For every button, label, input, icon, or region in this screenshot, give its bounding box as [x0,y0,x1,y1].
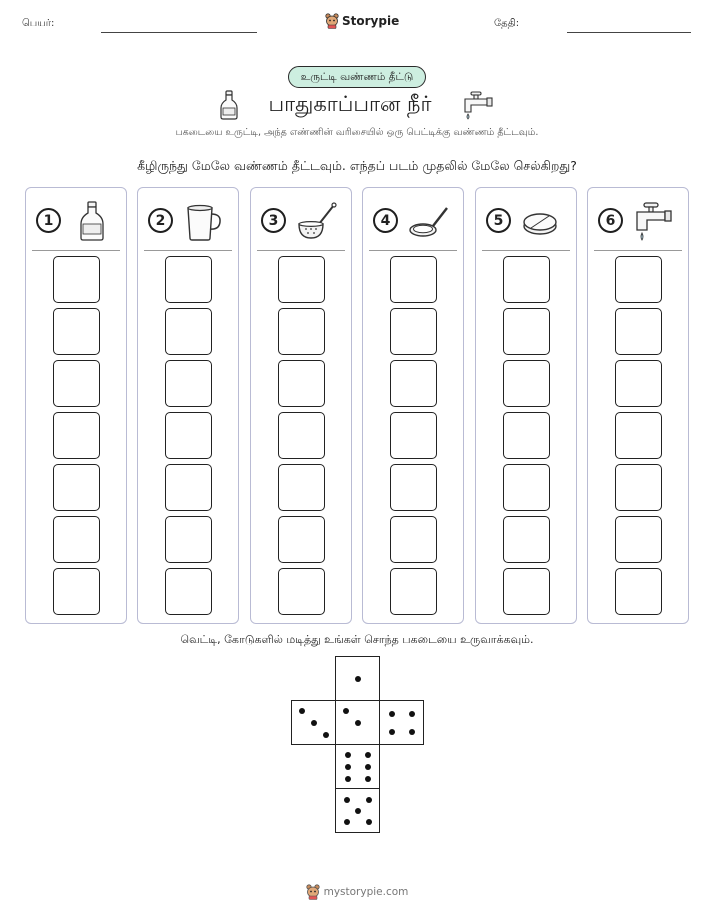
die-pip [355,676,361,682]
name-label: பெயர்: [22,18,55,29]
footer [0,884,714,900]
color-box[interactable] [503,256,550,303]
die-pip [366,797,372,803]
die-pip [365,752,371,758]
column-number: 1 [36,208,61,233]
color-box[interactable] [165,360,212,407]
faucet-icon [461,90,495,120]
color-box[interactable] [278,464,325,511]
bottle-icon [219,90,239,120]
bottle-icon [72,200,112,242]
die-pip [344,819,350,825]
color-box[interactable] [390,256,437,303]
die-pip [343,708,349,714]
die-face-2 [335,700,380,745]
die-pip [365,776,371,782]
die-face-5 [335,788,380,833]
date-line [567,32,691,33]
die-face-6 [335,744,380,789]
color-box[interactable] [503,308,550,355]
color-box[interactable] [503,516,550,563]
color-box[interactable] [615,516,662,563]
tablet-icon [522,200,562,242]
color-box[interactable] [503,464,550,511]
color-box[interactable] [165,412,212,459]
color-box[interactable] [390,516,437,563]
color-box[interactable] [53,308,100,355]
name-line [101,32,257,33]
color-box[interactable] [53,568,100,615]
color-box[interactable] [165,516,212,563]
die-pip [409,711,415,717]
color-box[interactable] [165,308,212,355]
die-pip [389,711,395,717]
color-box[interactable] [390,412,437,459]
column-header [476,198,576,242]
column-divider [32,250,120,251]
color-box[interactable] [615,412,662,459]
storypie-mascot-icon [306,884,320,900]
column-number: 6 [598,208,623,233]
die-pip [345,776,351,782]
die-pip [409,729,415,735]
die-face-1 [335,656,380,701]
column-header [588,198,688,242]
column-number: 5 [486,208,511,233]
die-pip [355,720,361,726]
color-box[interactable] [165,568,212,615]
column-divider [482,250,570,251]
die-pip [299,708,305,714]
column-divider [369,250,457,251]
color-box[interactable] [165,256,212,303]
die-pip [345,764,351,770]
brand-logo [325,13,399,29]
column-4 [362,187,464,624]
title-row [0,90,714,120]
column-number: 2 [148,208,173,233]
column-header [251,198,351,242]
die-face-3 [291,700,336,745]
color-box[interactable] [615,464,662,511]
die-pip [323,732,329,738]
column-6 [587,187,689,624]
color-box[interactable] [503,412,550,459]
page-title: பாதுகாப்பான நீர் [268,91,432,116]
color-box[interactable] [615,568,662,615]
footer-url: mystorypie.com [323,886,409,898]
color-box[interactable] [278,568,325,615]
color-box[interactable] [165,464,212,511]
cut-instruction: வெட்டி, கோடுகளில் மடித்து உங்கள் சொந்த பகடையை உருவாக்கவும். [180,633,534,646]
column-number: 4 [373,208,398,233]
die-pip [365,764,371,770]
color-box[interactable] [615,308,662,355]
color-box[interactable] [278,256,325,303]
die-pip [355,808,361,814]
color-box[interactable] [390,308,437,355]
column-2 [137,187,239,624]
color-box[interactable] [615,360,662,407]
color-box[interactable] [503,360,550,407]
die-pip [389,729,395,735]
die-face-4 [379,700,424,745]
strainer-icon [297,200,337,242]
brand-name: Storypie [342,14,400,28]
date-label: தேதி: [494,18,520,29]
die-pip [311,720,317,726]
frying-pan-icon [409,200,449,242]
color-box[interactable] [278,360,325,407]
color-box[interactable] [278,516,325,563]
column-1 [25,187,127,624]
question: கீழிருந்து மேலே வண்ணம் தீட்டவும். எந்தப் படம் முதலில் மேலே செல்கிறது? [137,158,577,173]
color-box[interactable] [278,308,325,355]
color-box[interactable] [53,256,100,303]
column-5 [475,187,577,624]
faucet-icon [634,200,674,242]
activity-type-badge: உருட்டி வண்ணம் தீட்டு [288,66,426,88]
storypie-mascot-icon [325,13,339,29]
die-pip [344,797,350,803]
die-pip [345,752,351,758]
column-header [26,198,126,242]
color-box[interactable] [53,412,100,459]
color-box[interactable] [503,568,550,615]
die-pip [366,819,372,825]
column-divider [594,250,682,251]
color-box[interactable] [53,516,100,563]
color-box[interactable] [390,568,437,615]
mug-icon [184,200,224,242]
column-header [138,198,238,242]
color-box[interactable] [615,256,662,303]
instructions: பகடையை உருட்டி, அந்த எண்ணின் வரிசையில் ஒரு பெட்டிக்கு வண்ணம் தீட்டவும். [175,127,539,138]
column-header [363,198,463,242]
color-box[interactable] [278,412,325,459]
column-divider [257,250,345,251]
column-3 [250,187,352,624]
color-box[interactable] [53,464,100,511]
column-divider [144,250,232,251]
color-box[interactable] [390,464,437,511]
color-box[interactable] [53,360,100,407]
column-number: 3 [261,208,286,233]
color-box[interactable] [390,360,437,407]
